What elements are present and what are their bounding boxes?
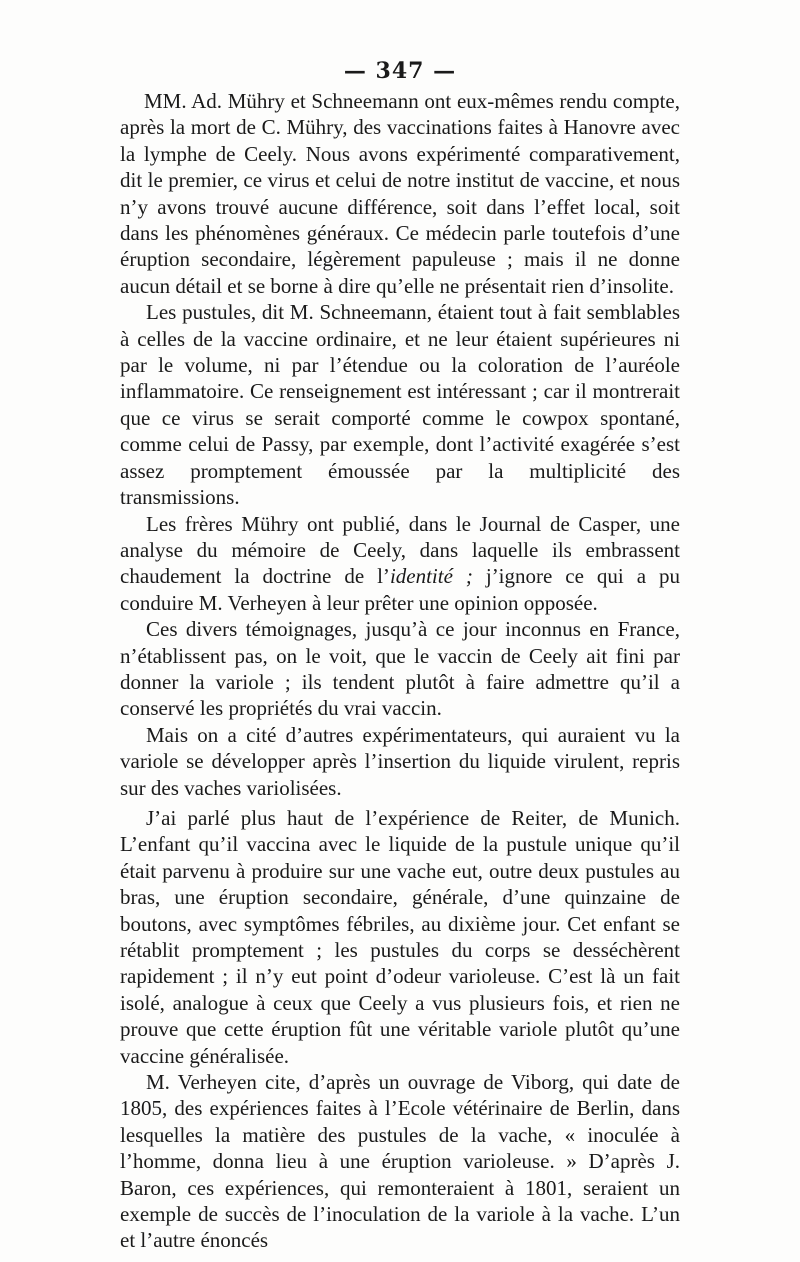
- paragraph-4: [120, 616, 680, 722]
- paragraph-7: [120, 1069, 680, 1254]
- page-number: — 347 —: [343, 58, 457, 84]
- paragraph-3-text-a: Les frères Mühry ont publié, dans le Journal de Casper, une analyse du mémoire de Ceely, dans laquelle ils embrassent chaudement la doctrine de l’: [120, 511, 680, 589]
- paragraph-2: [120, 299, 680, 510]
- paragraph-7-text: M. Verheyen cite, d’après un ouvrage de Viborg, qui date de 1805, des expériences faites à l’Ecole vétérinaire de Berlin, dans lesquelles la matière des pustules de la vache, « inoculée à l’homme, donna lieu à une éruption varioleuse. » D’après J. Baron, ces expériences, qui remonteraient à 1801, seraient un exemple de succès de l’inoculation de la variole à la vache. L’un et l’autre énoncés: [120, 1070, 680, 1253]
- paragraph-1: [120, 88, 680, 299]
- paragraph-3-text-b: j’ignore ce qui a pu conduire M. Verheyen à leur prêter une opinion opposée.: [120, 564, 680, 615]
- paragraph-4-text: Ces divers témoignages, jusqu’à ce jour inconnus en France, n’établissent pas, on le voit, que le vaccin de Ceely ait fini par donner la variole ; ils tendent plutôt à faire admettre qu’il a conservé les propriétés du vrai vaccin.: [120, 617, 680, 721]
- paragraph-1-text: MM. Ad. Mühry et Schneemann ont eux-mêmes rendu compte, après la mort de C. Mühry, des vaccinations faites à Hanovre avec la lymphe de Ceely. Nous avons expérimenté comparativement, dit le premier, ce virus et celui de notre institut de vaccine, et nous n’y avons trouvé aucune différence, soit dans l’effet local, soit dans les phénomènes généraux. Ce médecin parle toutefois d’une éruption secondaire, légèrement papuleuse ; mais il ne donne aucun détail et se borne à dire qu’elle ne présentait rien d’insolite.: [120, 89, 680, 298]
- body-text: [120, 88, 680, 1254]
- paragraph-2-text: Les pustules, dit M. Schneemann, étaient tout à fait semblables à celles de la vaccine ordinaire, et ne leur étaient supérieures ni par le volume, ni par l’étendue ou la coloration de l’auréole inflammatoire. Ce renseignement est intéressant ; car il montrerait que ce virus se serait comporté comme le cowpox spontané, comme celui de Passy, par exemple, dont l’activité exagérée s’est assez promptement émoussée par la multiplicité des transmissions.: [120, 300, 680, 510]
- paragraph-5-text: Mais on a cité d’autres expérimentateurs, qui auraient vu la variole se développer après l’insertion du liquide virulent, repris sur des vaches variolisées.: [120, 722, 680, 800]
- paragraph-6-text: J’ai parlé plus haut de l’expérience de Reiter, de Munich. L’enfant qu’il vaccina avec le liquide de la pustule unique qu’il était parvenu à produire sur une vache eut, outre deux pustules au bras, une éruption secondaire, générale, d’une quinzaine de boutons, avec symptômes fébriles, au dixième jour. Cet enfant se rétablit promptement ; les pustules du corps se desséchèrent rapidement ; il n’y eut point d’odeur varioleuse. C’est là un fait isolé, analogue à ceux que Ceely a vus plusieurs fois, et rien ne prouve que cette éruption fût une véritable variole plutôt qu’une vaccine généralisée.: [120, 805, 680, 1068]
- paragraph-5: [120, 722, 680, 801]
- paragraph-3: [120, 511, 680, 617]
- paragraph-3-italic-term: identité ;: [389, 564, 473, 589]
- paragraph-6: [120, 805, 680, 1069]
